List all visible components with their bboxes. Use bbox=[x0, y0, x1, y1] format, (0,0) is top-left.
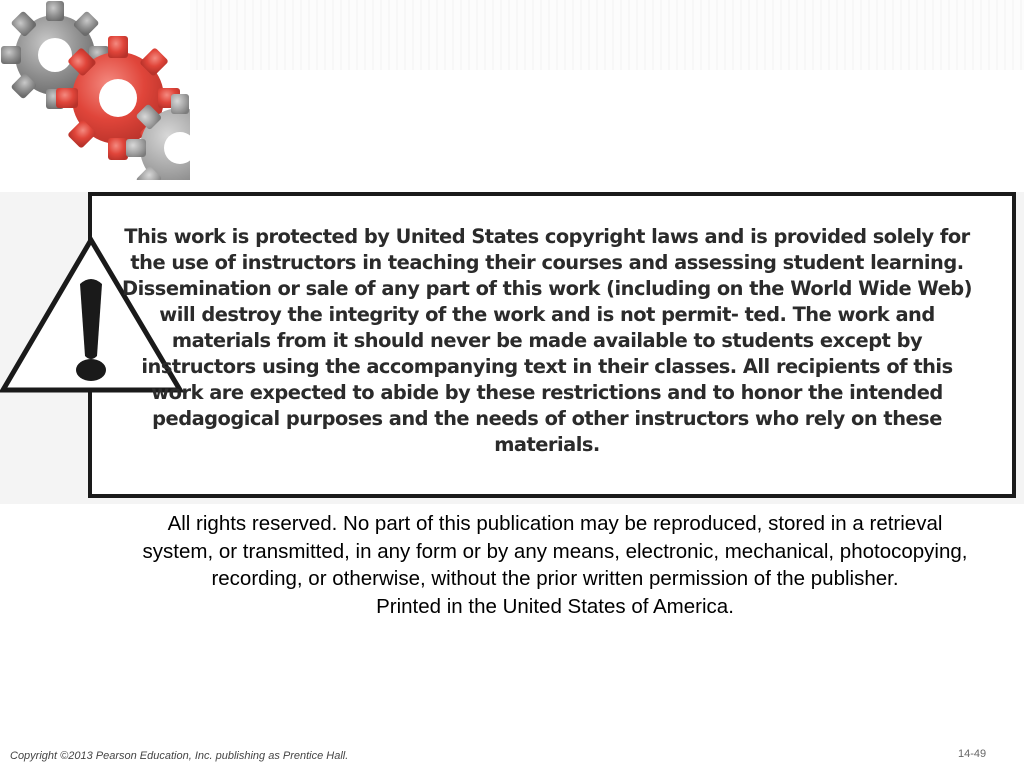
printed-in-line: Printed in the United States of America. bbox=[376, 594, 734, 618]
rights-line: system, or transmitted, in any form or by any means, electronic, mechanical, photocopying, bbox=[142, 539, 968, 563]
footer-copyright: Copyright ©2013 Pearson Education, Inc. publishing as Prentice Hall. bbox=[10, 750, 349, 762]
copyright-notice-text: This work is protected by United States copyright laws and is provided solely for the use of instructors in teaching their courses and assessing student learning. Dissemination or sale of any part of this work (including on the World Wide Web) will destroy the integrity of the work and is not permit- ted. The work and materials from it should never be made available to students except by instructors using the accompanying text in their classes. All recipients of this work are expected to abide by these restrictions and to honor the intended pedagogical purposes and the needs of other instructors who rely on these materials. bbox=[122, 225, 972, 456]
page-number: 14-49 bbox=[958, 748, 987, 760]
gears-icon bbox=[0, 0, 190, 180]
rights-statement bbox=[90, 510, 1020, 620]
header-band bbox=[190, 0, 1024, 70]
rights-line: All rights reserved. No part of this publication may be reproduced, stored in a retrieval bbox=[167, 512, 943, 535]
rights-line: recording, or otherwise, without the prior written permission of the publisher. bbox=[211, 567, 899, 590]
